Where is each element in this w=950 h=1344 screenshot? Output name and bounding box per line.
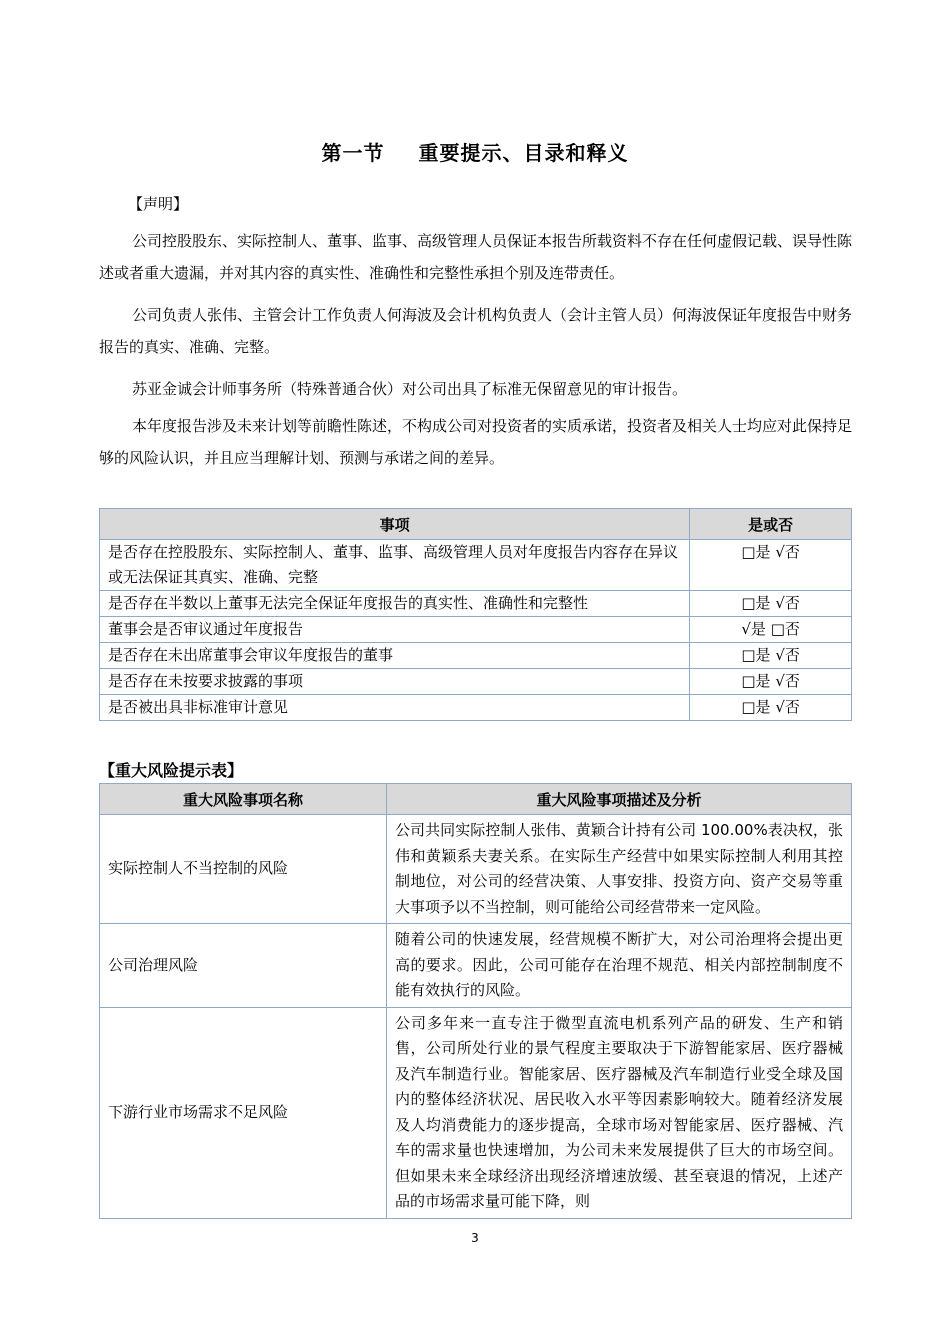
paragraph-4: 本年度报告涉及未来计划等前瞻性陈述，不构成公司对投资者的实质承诺，投资者及相关人士均应对此保持足够的风险认识，并且应当理解计划、预测与承诺之间的差异。 [99, 417, 853, 467]
table-row [100, 540, 852, 591]
risk-desc: 公司共同实际控制人张伟、黄颖合计持有公司 100.00%表决权，张伟和黄颖系夫妻关系。在实际生产经营中如果实际控制人利用其控制地位，对公司的经营决策、人事安排、投资方向、资产交易等重大事项予以不当控制，则可能给公司经营带来一定风险。 [387, 815, 852, 924]
matter-answer: □是 √否 [690, 591, 852, 617]
matters-table [99, 508, 852, 721]
matter-answer: □是 √否 [690, 643, 852, 669]
table-row [100, 643, 852, 669]
risk-header-row [100, 784, 852, 815]
matter-answer: □是 √否 [690, 669, 852, 695]
section-number: 第一节 [321, 141, 385, 165]
matter-item: 是否存在控股股东、实际控制人、董事、监事、高级管理人员对年度报告内容存在异议或无法保证其真实、准确、完整 [100, 540, 690, 591]
risk-name: 下游行业市场需求不足风险 [100, 1007, 387, 1218]
table-row [100, 669, 852, 695]
risk-desc: 随着公司的快速发展，经营规模不断扩大，对公司治理将会提出更高的要求。因此，公司可能存在治理不规范、相关内部控制制度不能有效执行的风险。 [387, 924, 852, 1008]
table-row [100, 695, 852, 721]
risk-desc: 公司多年来一直专注于微型直流电机系列产品的研发、生产和销售，公司所处行业的景气程度主要取决于下游智能家居、医疗器械及汽车制造行业。智能家居、医疗器械及汽车制造行业受全球及国内的整体经济状况、居民收入水平等因素影响较大。随着经济发展及人均消费能力的逐步提高，全球市场对智能家居、医疗器械、汽车的需求量也快速增加，为公司未来发展提供了巨大的市场空间。但如果未来全球经济出现经济增速放缓、甚至衰退的情况，上述产品的市场需求量可能下降，则 [387, 1007, 852, 1218]
paragraph-3: 苏亚金诚会计师事务所（特殊普通合伙）对公司出具了标准无保留意见的审计报告。 [132, 380, 688, 398]
risk-table [99, 783, 852, 1219]
table-row [100, 1007, 852, 1218]
risk-name: 公司治理风险 [100, 924, 387, 1008]
risk-section-title: 【重大风险提示表】 [99, 761, 244, 780]
paragraph-2: 公司负责人张伟、主管会计工作负责人何海波及会计机构负责人（会计主管人员）何海波保证年度报告中财务报告的真实、准确、完整。 [99, 306, 853, 356]
section-title [0, 137, 950, 166]
matter-item: 是否被出具非标准审计意见 [100, 695, 690, 721]
matters-header-row [100, 509, 852, 540]
matters-header-item: 事项 [100, 509, 690, 540]
page-number: 3 [471, 1231, 479, 1245]
matter-item: 是否存在未出席董事会审议年度报告的董事 [100, 643, 690, 669]
risk-header-desc: 重大风险事项描述及分析 [387, 784, 852, 815]
table-row [100, 815, 852, 924]
table-row [100, 591, 852, 617]
matter-item: 是否存在半数以上董事无法完全保证年度报告的真实性、准确性和完整性 [100, 591, 690, 617]
table-row [100, 924, 852, 1008]
risk-name: 实际控制人不当控制的风险 [100, 815, 387, 924]
matter-answer: √是 □否 [690, 617, 852, 643]
matter-answer: □是 √否 [690, 540, 852, 591]
matter-item: 是否存在未按要求披露的事项 [100, 669, 690, 695]
matters-header-answer: 是或否 [690, 509, 852, 540]
risk-header-name: 重大风险事项名称 [100, 784, 387, 815]
table-row [100, 617, 852, 643]
paragraph-1: 公司控股股东、实际控制人、董事、监事、高级管理人员保证本报告所载资料不存在任何虚假记载、误导性陈述或者重大遗漏，并对其内容的真实性、准确性和完整性承担个别及连带责任。 [99, 232, 853, 282]
matter-answer: □是 √否 [690, 695, 852, 721]
matter-item: 董事会是否审议通过年度报告 [100, 617, 690, 643]
section-name: 重要提示、目录和释义 [418, 141, 629, 165]
statement-label: 【声明】 [128, 195, 189, 213]
